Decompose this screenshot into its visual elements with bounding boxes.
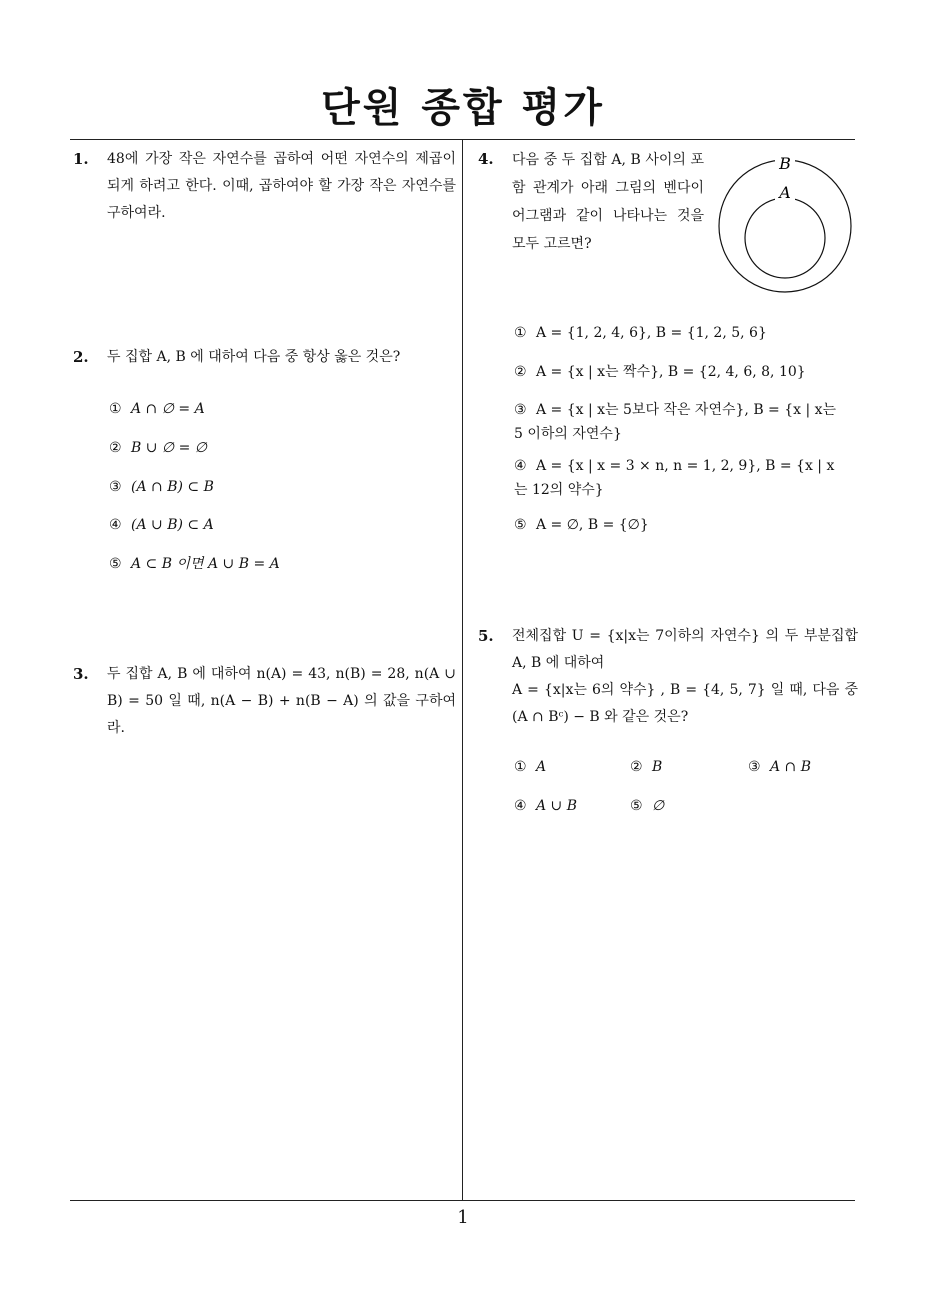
q4-option-2[interactable] — [514, 359, 806, 386]
q5-option-2[interactable] — [630, 754, 662, 781]
question-text: 다음 중 두 집합 A, B 사이의 포함 관계가 아래 그림의 벤다이어그램과 같이 나타나는 것을 모두 고르면? — [512, 152, 704, 252]
inner-set-circle — [745, 198, 825, 278]
outer-set-circle — [719, 160, 851, 292]
option-number: ④ — [514, 458, 527, 474]
option-number: ① — [514, 325, 527, 341]
question-3 — [73, 661, 456, 742]
q4-option-1[interactable] — [514, 320, 767, 347]
question-number: 3. — [73, 665, 89, 683]
option-text: B ∪ ∅ = ∅ — [131, 440, 207, 456]
page-title: 단원 종합 평가 — [321, 85, 605, 131]
option-text: (A ∩ B) ⊂ B — [131, 479, 214, 495]
q2-option-4[interactable] — [109, 512, 214, 539]
option-text: A ∩ B — [770, 759, 812, 775]
outer-set-label: B — [779, 154, 791, 173]
question-number: 1. — [73, 150, 89, 168]
question-number: 4. — [478, 150, 494, 168]
question-text: 두 집합 A, B 에 대하여 n(A) = 43, n(B) = 28, n(A ∪ B) = 50 일 때, n(A − B) + n(B − A) 의 값을 구하여라. — [107, 666, 456, 736]
question-number: 5. — [478, 627, 494, 645]
venn-diagram — [713, 148, 863, 298]
q2-option-3[interactable] — [109, 474, 214, 501]
inner-set-label: A — [779, 183, 791, 202]
option-number: ③ — [748, 759, 761, 775]
option-number: ④ — [514, 798, 527, 814]
option-text: A ⊂ B 이면 A ∪ B = A — [131, 556, 280, 572]
question-text: 두 집합 A, B 에 대하여 다음 중 항상 옳은 것은? — [107, 349, 401, 365]
question-text-line-1: 전체집합 U = {x|x는 7이하의 자연수} 의 두 부분집합 A, B 에 대하여 — [512, 628, 858, 671]
option-text: A — [536, 759, 547, 775]
option-text: A ∪ B — [536, 798, 578, 814]
bottom-rule — [70, 1200, 855, 1201]
option-number: ② — [630, 759, 643, 775]
q5-option-5[interactable] — [630, 793, 664, 820]
option-number: ③ — [109, 479, 122, 495]
question-2 — [73, 344, 456, 371]
option-text: A = {x | x = 3 × n, n = 1, 2, 9}, B = {x | x는 12의 약수} — [514, 458, 835, 498]
option-number: ② — [514, 364, 527, 380]
option-number: ③ — [514, 402, 527, 418]
question-number: 2. — [73, 348, 89, 366]
option-number: ② — [109, 440, 122, 456]
option-text: A = {x | x는 짝수}, B = {2, 4, 6, 8, 10} — [536, 364, 806, 380]
option-text: (A ∪ B) ⊂ A — [131, 517, 214, 533]
option-number: ④ — [109, 517, 122, 533]
q5-option-4[interactable] — [514, 793, 577, 820]
option-number: ① — [514, 759, 527, 775]
question-4 — [478, 146, 704, 258]
option-text: ∅ — [652, 798, 665, 814]
q2-option-5[interactable] — [109, 551, 280, 578]
q2-option-2[interactable] — [109, 435, 207, 462]
option-number: ⑤ — [630, 798, 643, 814]
option-text: A = {1, 2, 4, 6}, B = {1, 2, 5, 6} — [536, 325, 767, 341]
option-number: ① — [109, 401, 122, 417]
question-1 — [73, 146, 456, 227]
question-5 — [478, 623, 858, 731]
q4-option-4[interactable] — [514, 454, 846, 502]
q5-option-3[interactable] — [748, 754, 811, 781]
option-number: ⑤ — [514, 517, 527, 533]
q4-option-5[interactable] — [514, 512, 649, 539]
q4-option-3[interactable] — [514, 398, 846, 446]
option-number: ⑤ — [109, 556, 122, 572]
q2-option-1[interactable] — [109, 396, 205, 423]
option-text: B — [652, 759, 663, 775]
page-number: 1 — [457, 1207, 469, 1228]
q5-option-1[interactable] — [514, 754, 546, 781]
question-text: 48에 가장 작은 자연수를 곱하여 어떤 자연수의 제곱이 되게 하려고 한다. 이때, 곱하여야 할 가장 작은 자연수를 구하여라. — [107, 151, 456, 221]
option-text: A ∩ ∅ = A — [131, 401, 205, 417]
column-divider — [462, 139, 463, 1201]
question-text-line-2: A = {x|x는 6의 약수} , B = {4, 5, 7} 일 때, 다음 중 (A ∩ Bᶜ) − B 와 같은 것은? — [512, 682, 858, 725]
option-text: A = {x | x는 5보다 작은 자연수}, B = {x | x는 5 이하의 자연수} — [514, 402, 837, 442]
option-text: A = ∅, B = {∅} — [536, 517, 649, 533]
